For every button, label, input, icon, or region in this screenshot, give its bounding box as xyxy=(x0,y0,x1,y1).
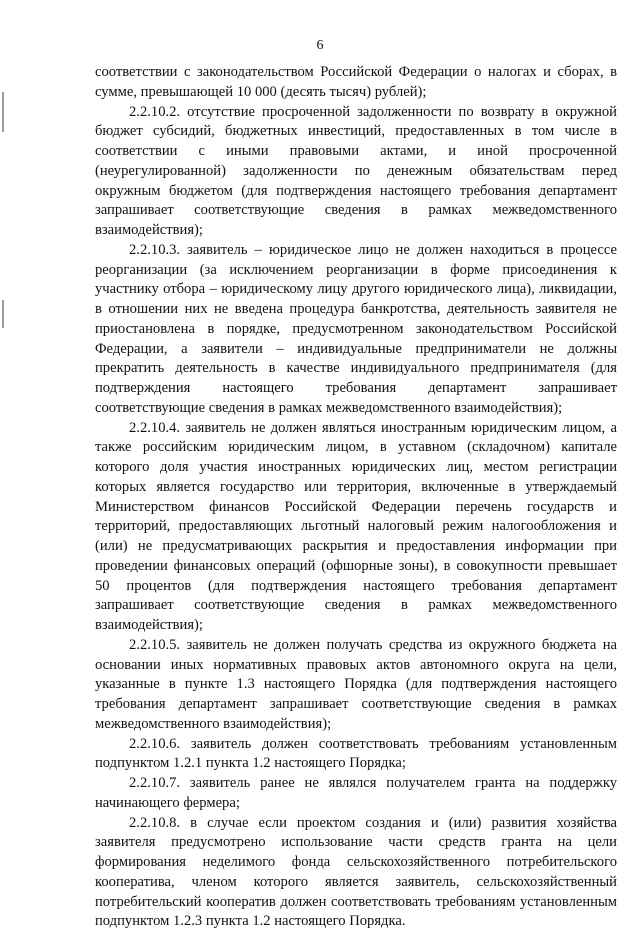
scan-margin-mark xyxy=(2,300,4,328)
paragraph-2-2-10-5: 2.2.10.5. заявитель не должен получать средства из окружного бюджета на основании иных нормативных правовых актов автономного округа на цели, указанные в пункте 1.3 настоящего Порядка (для подтверждения настоящего требования департамент запрашивает соответствующие сведения в рамках межведомственного взаимодействия); xyxy=(95,636,617,735)
paragraph-2-2-10-6: 2.2.10.6. заявитель должен соответствовать требованиям установленным подпунктом 1.2.1 пункта 1.2 настоящего Порядка; xyxy=(95,735,617,775)
paragraph-2-2-10-8: 2.2.10.8. в случае если проектом создания и (или) развития хозяйства заявителя предусмотрено использование части средств гранта на цели формирования неделимого фонда сельскохозяйственного потребительского кооператива, членом которого является заявитель, сельскохозяйственный потребительский кооператив должен соответствовать требованиям установленным подпунктом 1.2.3 пункта 1.2 настоящего Порядка. xyxy=(95,814,617,932)
paragraph-2-2-10-4: 2.2.10.4. заявитель не должен являться иностранным юридическим лицом, а также российским юридическим лицом, в уставном (складочном) капитале которого доля участия иностранных юридических лиц, местом регистрации которых является государство или территория, включенные в утверждаемый Министерством финансов Российской Федерации перечень государств и территорий, предоставляющих льготный налоговый режим налогообложения и (или) не предусматривающих раскрытия и предоставления информации при проведении финансовых операций (офшорные зоны), в совокупности превышает 50 процентов (для подтверждения настоящего требования департамент запрашивает соответствующие сведения в рамках межведомственного взаимодействия); xyxy=(95,419,617,636)
paragraph-2-2-10-2: 2.2.10.2. отсутствие просроченной задолженности по возврату в окружной бюджет субсидий, бюджетных инвестиций, предоставленных в том числе в соответствии с иными правовыми актами, и иной просроченной (неурегулированной) задолженности по денежным обязательствам перед окружным бюджетом (для подтверждения настоящего требования департамент запрашивает соответствующие сведения в рамках межведомственного взаимодействия); xyxy=(95,103,617,241)
document-body xyxy=(95,63,617,932)
scan-margin-mark xyxy=(2,92,4,132)
paragraph-2-2-10-7: 2.2.10.7. заявитель ранее не являлся получателем гранта на поддержку начинающего фермера; xyxy=(95,774,617,814)
page-number: 6 xyxy=(0,38,640,54)
paragraph-continuation: соответствии с законодательством Российской Федерации о налогах и сборах, в сумме, превышающей 10 000 (десять тысяч) рублей); xyxy=(95,63,617,103)
paragraph-2-2-10-3: 2.2.10.3. заявитель – юридическое лицо не должен находиться в процессе реорганизации (за исключением реорганизации в форме присоединения к участнику отбора – юридическому лицу другого юридического лица), ликвидации, в отношении них не введена процедура банкротства, деятельность заявителя не приостановлена в порядке, предусмотренном законодательством Российской Федерации, а заявители – индивидуальные предприниматели не должны прекратить деятельность в качестве индивидуального предпринимателя (для подтверждения настоящего требования департамент запрашивает соответствующие сведения в рамках межведомственного взаимодействия); xyxy=(95,241,617,419)
